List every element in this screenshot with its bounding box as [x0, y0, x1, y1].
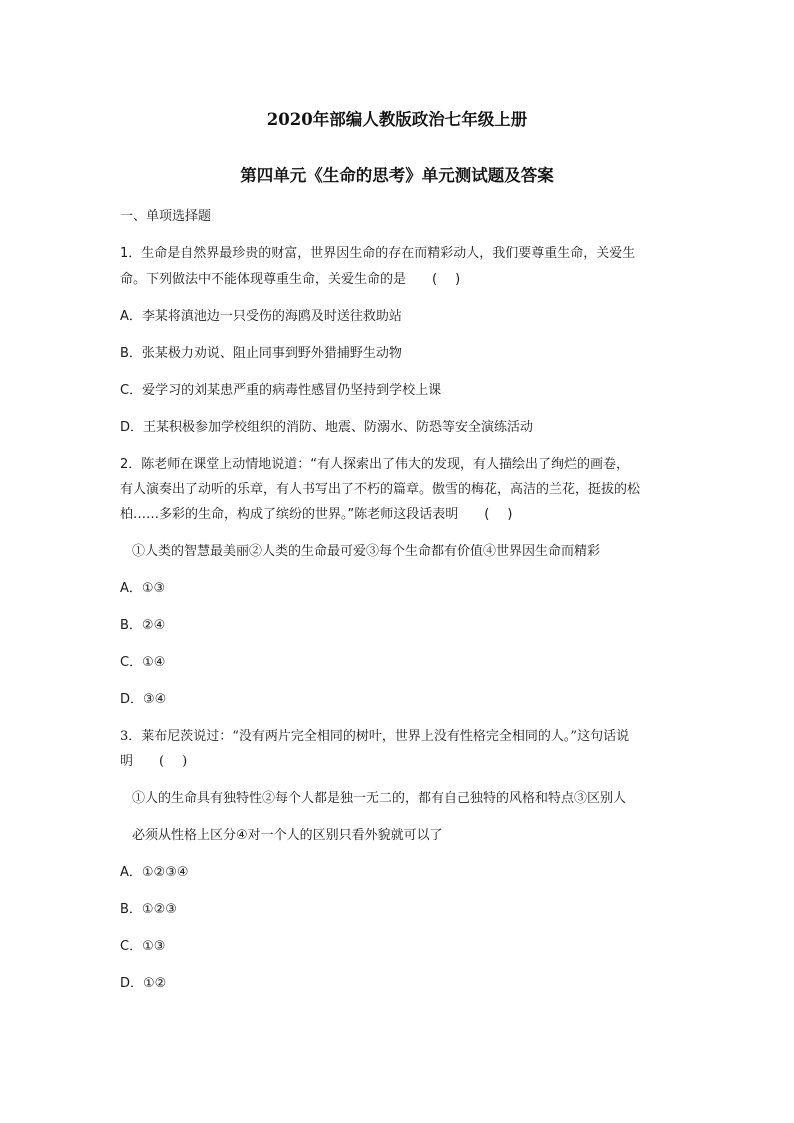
q2-stem-line-3 [120, 506, 530, 524]
q2-option-c: C．①④ [120, 655, 166, 670]
answer-blank: () [159, 754, 206, 769]
q3-stem-line-1: 3．莱布尼茨说过：“没有两片完全相同的树叶，世界上没有性格完全相同的人。”这句话说 [120, 729, 630, 744]
q1-option-a: A．李某将滇池边一只受伤的海鸥及时送往救助站 [120, 309, 402, 324]
q3-stem-text: 明 [120, 754, 134, 769]
q1-option-c: C．爱学习的刘某患严重的病毒性感冒仍坚持到学校上课 [120, 383, 442, 398]
q1-stem-text: 命。下列做法中不能体现尊重生命，关爱生命的是 [120, 272, 407, 287]
q3-option-b: B．①②③ [120, 902, 177, 917]
section-heading: 一、单项选择题 [120, 209, 212, 224]
q2-option-a: A．①③ [120, 581, 166, 596]
q2-statements: ①人类的智慧最美丽②人类的生命最可爱③每个生命都有价值④世界因生命而精彩 [132, 544, 601, 559]
q2-stem-line-2: 有人演奏出了动听的乐章，有人书写出了不朽的篇章。傲雪的梅花，高洁的兰花，挺拔的松 [120, 482, 641, 497]
q3-statements-line-1: ①人的生命具有独特性②每个人都是独一无二的，都有自己独特的风格和特点③区别人 [132, 791, 627, 806]
q3-stem-line-2 [120, 753, 205, 771]
document-title: 2020年部编人教版政治七年级上册 [266, 110, 528, 129]
q2-stem-text: 柏……多彩的生命，构成了缤纷的世界。”陈老师这段话表明 [120, 507, 459, 522]
q1-stem-line-1: 1．生命是自然界最珍贵的财富，世界因生命的存在而精彩动人，我们要尊重生命，关爱生 [120, 246, 636, 261]
q1-stem-line-2 [120, 271, 478, 289]
q3-statements-line-2: 必须从性格上区分④对一个人的区别只看外貌就可以了 [132, 828, 443, 843]
document-subtitle: 第四单元《生命的思考》单元测试题及答案 [240, 166, 554, 185]
q3-option-d: D．①② [120, 976, 167, 991]
q1-option-d: D．王某积极参加学校组织的消防、地震、防溺水、防恐等安全演练活动 [120, 420, 534, 435]
answer-blank: () [432, 272, 479, 287]
q2-option-b: B．②④ [120, 618, 166, 633]
q2-stem-line-1: 2．陈老师在课堂上动情地说道：“有人探索出了伟大的发现，有人描绘出了绚烂的画卷， [120, 457, 630, 472]
q3-option-c: C．①③ [120, 939, 166, 954]
q2-option-d: D．③④ [120, 692, 167, 707]
answer-blank: () [484, 507, 531, 522]
q3-option-a: A．①②③④ [120, 865, 189, 880]
q1-option-b: B．张某极力劝说、阻止同事到野外猎捕野生动物 [120, 346, 402, 361]
